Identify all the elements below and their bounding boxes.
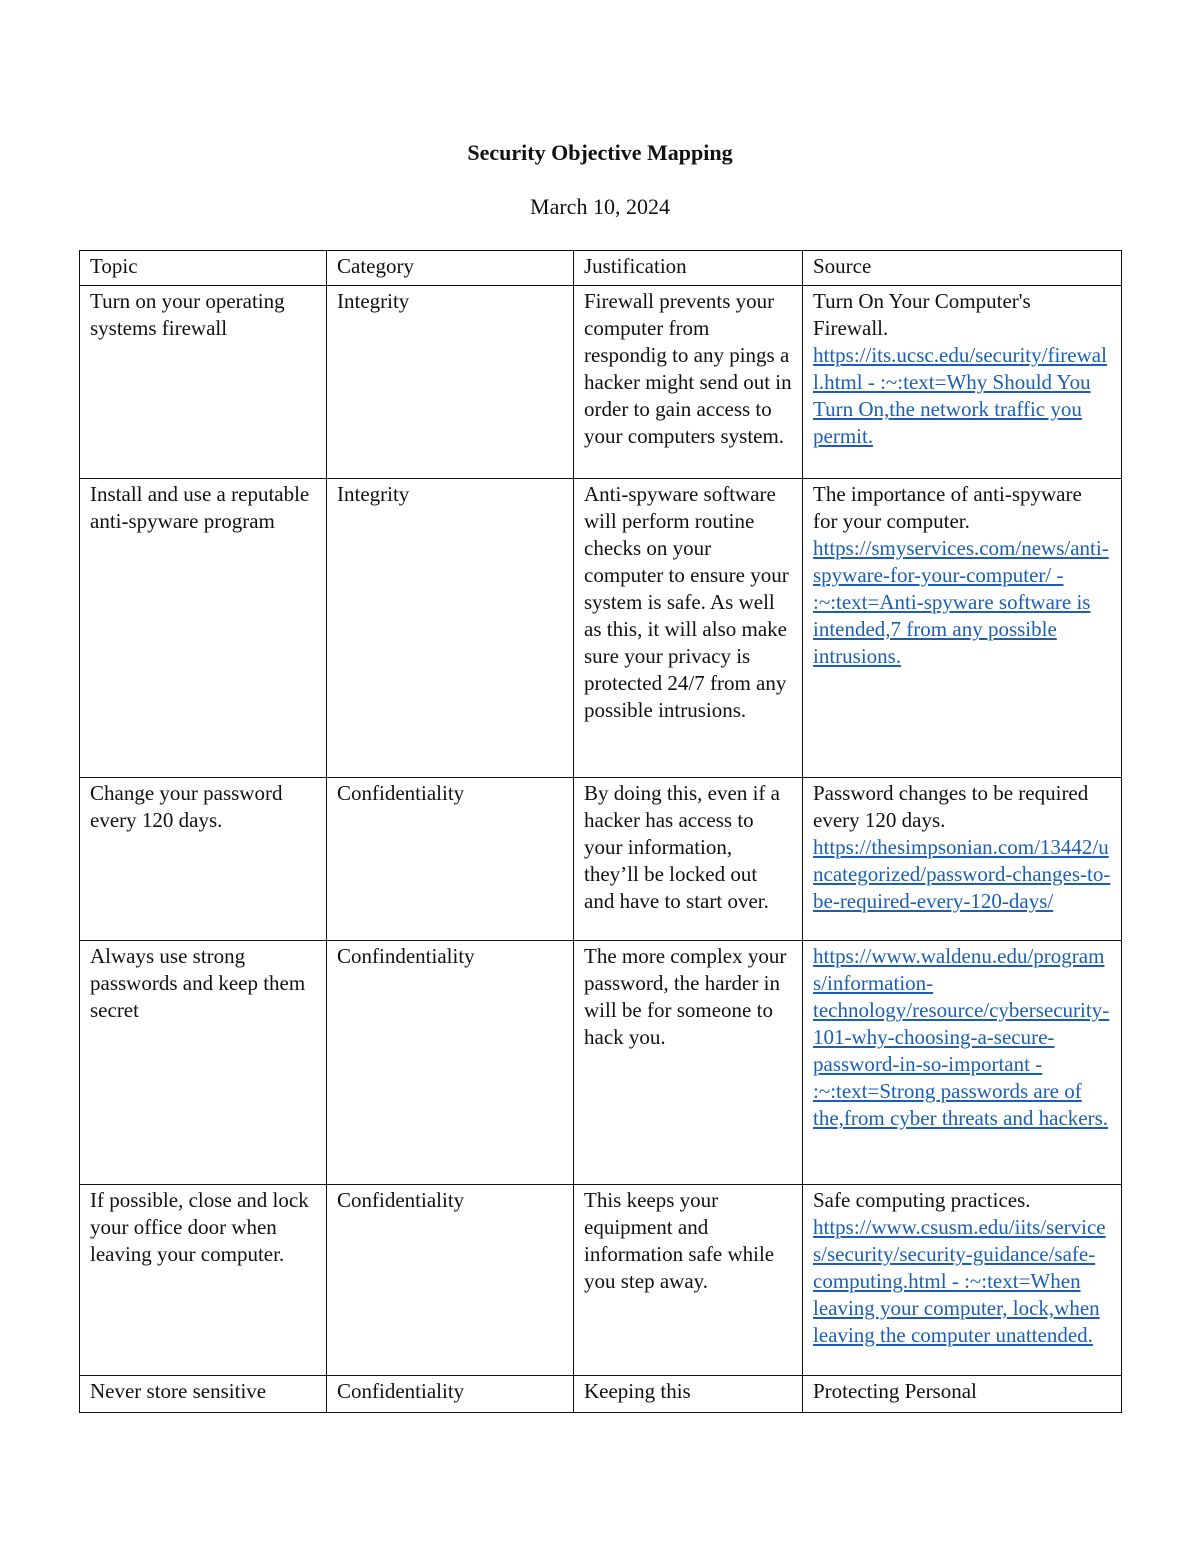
source-link[interactable]: https://www.csusm.edu/iits/services/security/security-guidance/safe-computing.html - :~:text=When leaving your computer, lock,when leaving the computer unattended. [813, 1215, 1106, 1347]
category-cell: Integrity [327, 479, 574, 778]
justification-cell: This keeps your equipment and information safe while you step away. [574, 1185, 803, 1376]
mapping-table [79, 250, 1122, 1413]
justification-cell: The more complex your password, the harder in will be for someone to hack you. [574, 941, 803, 1185]
source-text: Protecting Personal [813, 1379, 977, 1403]
topic-cell: Never store sensitive [80, 1376, 327, 1413]
source-link[interactable]: https://smyservices.com/news/anti-spyware-for-your-computer/ - :~:text=Anti-spyware software is intended,7 from any possible intrusions. [813, 536, 1109, 668]
category-cell: Confidentiality [327, 778, 574, 941]
topic-cell: If possible, close and lock your office door when leaving your computer. [80, 1185, 327, 1376]
table-row [80, 778, 1122, 941]
document-date: March 10, 2024 [530, 194, 670, 219]
source-cell [803, 479, 1122, 778]
source-link[interactable]: https://thesimpsonian.com/13442/uncategorized/password-changes-to-be-required-every-120-days/ [813, 835, 1111, 913]
table-row [80, 479, 1122, 778]
header-topic: Topic [80, 251, 327, 286]
topic-cell: Turn on your operating systems firewall [80, 286, 327, 479]
source-link[interactable]: https://www.waldenu.edu/programs/information-technology/resource/cybersecurity-101-why-choosing-a-secure-password-in-so-important - :~:text=Strong passwords are of the,from cyber threats and hackers. [813, 944, 1110, 1130]
source-cell [803, 286, 1122, 479]
table-row [80, 941, 1122, 1185]
topic-cell: Always use strong passwords and keep them secret [80, 941, 327, 1185]
source-link[interactable]: https://its.ucsc.edu/security/firewall.html - :~:text=Why Should You Turn On,the network traffic you permit. [813, 343, 1107, 448]
source-text: Turn On Your Computer's Firewall. [813, 289, 1031, 340]
source-text: The importance of anti-spyware for your computer. [813, 482, 1082, 533]
justification-cell: Anti-spyware software will perform routine checks on your computer to ensure your system is safe. As well as this, it will also make sure your privacy is protected 24/7 from any possible intrusions. [574, 479, 803, 778]
table-header-row [80, 251, 1122, 286]
header-source: Source [803, 251, 1122, 286]
category-cell: Integrity [327, 286, 574, 479]
source-cell [803, 778, 1122, 941]
topic-cell: Change your password every 120 days. [80, 778, 327, 941]
header-justification: Justification [574, 251, 803, 286]
justification-cell: Firewall prevents your computer from respondig to any pings a hacker might send out in order to gain access to your computers system. [574, 286, 803, 479]
category-cell: Confidentiality [327, 1185, 574, 1376]
source-text: Password changes to be required every 120 days. [813, 781, 1089, 832]
table-row [80, 1376, 1122, 1413]
document-title: Security Objective Mapping [467, 140, 733, 165]
header-category: Category [327, 251, 574, 286]
source-cell [803, 1185, 1122, 1376]
source-cell [803, 941, 1122, 1185]
category-cell: Confidentiality [327, 1376, 574, 1413]
source-cell [803, 1376, 1122, 1413]
category-cell: Confindentiality [327, 941, 574, 1185]
justification-cell: Keeping this [574, 1376, 803, 1413]
justification-cell: By doing this, even if a hacker has access to your information, they’ll be locked out and have to start over. [574, 778, 803, 941]
table-row [80, 286, 1122, 479]
topic-cell: Install and use a reputable anti-spyware program [80, 479, 327, 778]
source-text: Safe computing practices. [813, 1188, 1031, 1212]
table-row [80, 1185, 1122, 1376]
